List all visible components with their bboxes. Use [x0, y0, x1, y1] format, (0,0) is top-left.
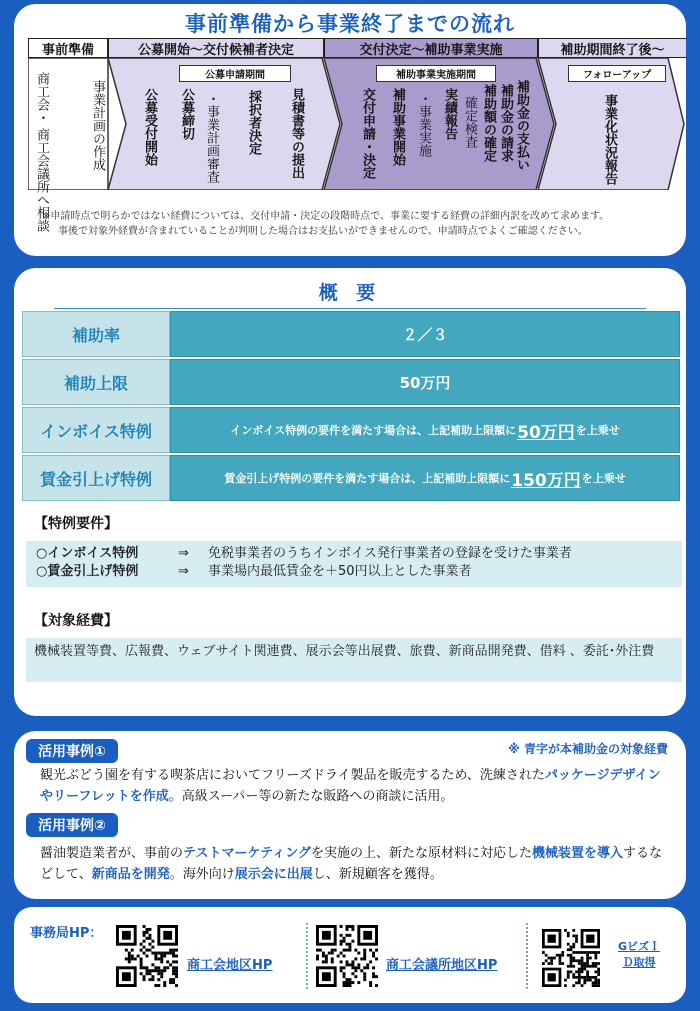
case-1-highlight: パッケージデザインやリーフレットを作成 [40, 768, 661, 804]
step-confirm: 補助額の確定 [481, 84, 496, 162]
step-start: 補助事業開始 [390, 88, 405, 166]
requirement-desc: 免税事業者のうちインボイス発行事業者の登録を受けた事業者 [208, 546, 572, 561]
expenses-box: 機械装置等費、広報費、ウェブサイト関連費、展示会等出展費、旅費、新商品開発費、借料 、委託･外注費 [26, 638, 682, 682]
case-2-text-part: を実施の上、新たな原材料に対応した [310, 846, 532, 861]
step-inspect: 確定検査 [462, 96, 477, 148]
expenses-heading: 【対象経費】 [34, 613, 118, 629]
link-chamber-hp[interactable]: 商工会議所地区HP [386, 958, 498, 973]
overview-table [22, 311, 680, 503]
step-impl: ・事業実施 [416, 92, 431, 157]
step-plan: 事業計画の作成 [90, 80, 105, 171]
step-report: 実績報告 [442, 88, 457, 140]
requirement-desc: 事業場内最低賃金を＋50円以上とした事業者 [208, 564, 472, 579]
phase-preparation: 事前準備 [28, 38, 108, 58]
requirements-box [26, 541, 682, 587]
flow-note-line-2: 事後で対象外経費が含まれていることが判明した場合はお支払いができませんので、申請時点でよくご確認ください。 [58, 226, 588, 237]
row-value: 50万円 [170, 359, 680, 405]
link-shokokai-hp[interactable]: 商工会地区HP [187, 958, 273, 973]
case-2-highlight: 機械装置を導入 [531, 846, 623, 861]
row-key: インボイス特例 [22, 407, 170, 453]
overview-panel [14, 268, 686, 716]
case-1-text [40, 765, 670, 807]
row-key: 賃金引上げ特例 [22, 455, 170, 501]
cases-note: ※ 青字が本補助金の対象経費 [508, 742, 668, 756]
step-estimate: 見積書等の提出 [289, 88, 304, 179]
case-1-text-part: 。高級スーパー等の新たな販路への商談に活用。 [168, 789, 454, 804]
case-1-label: 活用事例① [26, 739, 118, 763]
step-close: 公募締切 [179, 88, 194, 140]
case-2-text-part: するなどして、 [40, 846, 662, 882]
arrow-icon: ⇒ [178, 546, 189, 561]
row-subsidy-limit [22, 359, 680, 405]
phase-implementation: 交付決定～補助事業実施 [324, 38, 538, 58]
row-key: 補助率 [22, 311, 170, 357]
sub-label-application-period: 公募申請期間 [179, 65, 291, 82]
row-value: ２／３ [170, 311, 680, 357]
case-2-highlight: 展示会に出展 [234, 867, 313, 882]
flow-note [42, 209, 667, 239]
qr-code-icon[interactable] [116, 925, 178, 987]
requirement-item [36, 545, 682, 563]
qr-code-icon[interactable] [542, 929, 600, 987]
row-value-pre: 賃金引上げ特例の要件を満たす場合は、上記補助上限額に [224, 472, 511, 485]
link-gbiz-id[interactable]: GビズＩＤ取得 [617, 940, 661, 969]
step-grant: 交付申請・決定 [360, 88, 375, 179]
phase-application: 公募開始～交付候補者決定 [108, 38, 324, 58]
step-claim: 補助金の請求 [498, 84, 513, 162]
requirement-name: ○インボイス特例 [36, 546, 139, 561]
requirement-name: ○賃金引上げ特例 [36, 564, 139, 579]
sub-label-follow-up: フォローアップ [568, 65, 666, 82]
case-2-label: 活用事例② [26, 813, 118, 837]
flow-note-line-1: ※申請時点で明らかではない経費については、交付申請・決定の段階時点で、事業に要する経費の詳細内訳を改めて求めます。 [42, 211, 610, 222]
step-open: 公募受付開始 [142, 88, 157, 166]
flow-title: 事前準備から事業終了までの流れ [14, 8, 686, 38]
row-value-amount: 150万円 [511, 470, 581, 491]
case-2-text-part: 醤油製造業者が、事前の [40, 846, 184, 861]
cases-panel [14, 731, 686, 899]
row-value [170, 455, 680, 501]
links-panel [14, 907, 686, 1003]
office-hp-label: 事務局HP： [30, 926, 103, 941]
flow-panel [14, 4, 686, 256]
sub-label-implementation-period: 補助事業実施期間 [376, 65, 496, 82]
row-value-post: を上乗せ [581, 472, 626, 485]
row-wage-special [22, 455, 680, 501]
row-subsidy-rate [22, 311, 680, 357]
phase-after-period: 補助期間終了後～ [538, 38, 686, 58]
requirement-item [36, 563, 682, 581]
step-review: ・事業計画審査 [204, 92, 219, 183]
row-invoice-special [22, 407, 680, 453]
case-2-highlight: テストマーケティング [183, 846, 311, 861]
divider [526, 923, 528, 989]
case-2-text-part: 。海外向け [169, 867, 235, 882]
step-status-report: 事業化状況報告 [602, 94, 617, 185]
step-pay: 補助金の支払い [514, 80, 529, 171]
requirements-heading: 【特例要件】 [34, 516, 118, 532]
overview-title: 概 要 [14, 278, 686, 305]
case-1-text-part: 観光ぶどう園を有する喫茶店においてフリーズドライ製品を販売するため、洗練された [40, 768, 545, 783]
row-value-post: を上乗せ [575, 424, 620, 437]
row-value-pre: インボイス特例の要件を満たす場合は、上記補助上限額に [230, 424, 517, 437]
row-value [170, 407, 680, 453]
divider [306, 923, 308, 989]
step-consult: 商工会・ 商工会議所へ相談 [34, 72, 49, 233]
row-value-amount: 50万円 [517, 422, 575, 443]
step-select: 採択者決定 [246, 90, 261, 155]
qr-code-icon[interactable] [316, 925, 378, 987]
case-2-text-part: し、新規顧客を獲得。 [312, 867, 443, 882]
case-2-text [40, 843, 670, 885]
row-key: 補助上限 [22, 359, 170, 405]
case-2-highlight: 新商品を開発 [91, 867, 170, 882]
arrow-icon: ⇒ [178, 564, 189, 579]
